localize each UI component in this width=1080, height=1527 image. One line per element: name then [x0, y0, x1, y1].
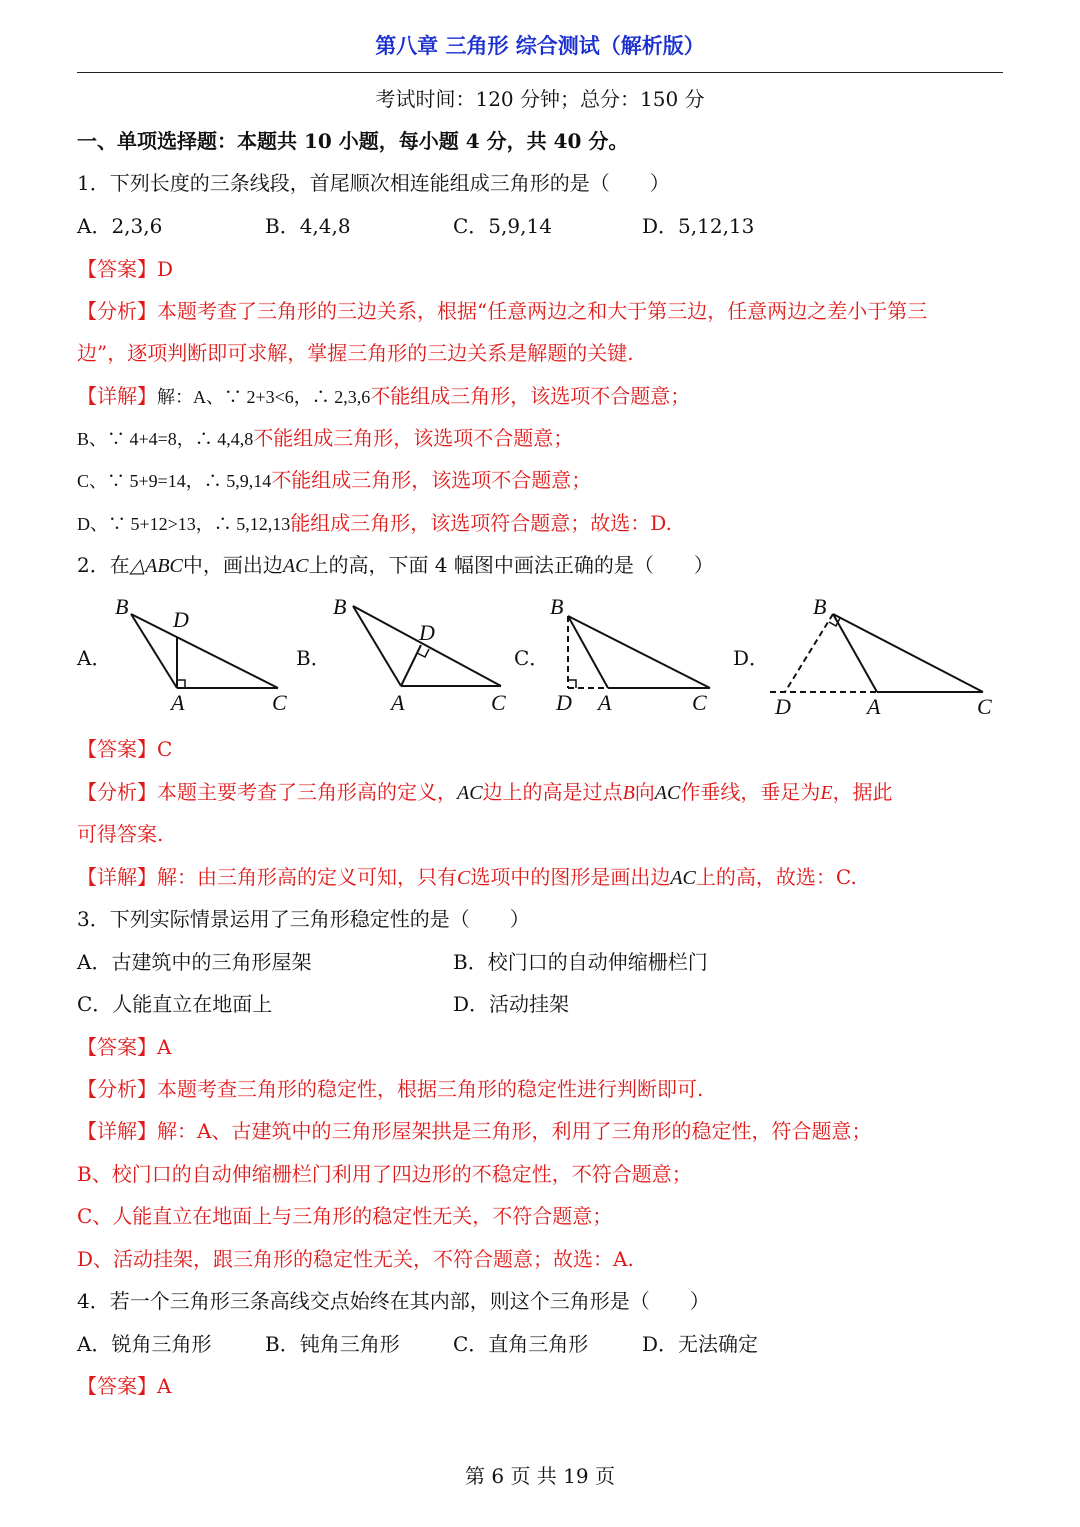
- fig-c-point-d: D: [556, 690, 572, 715]
- q2-stem-ac: AC: [282, 555, 309, 577]
- q3-option-c: C．人能直立在地面上: [77, 992, 273, 1016]
- q1-detail-a-text: 不能组成三角形，该选项不合题意；: [370, 384, 691, 408]
- fig-d-point-a: A: [867, 694, 881, 719]
- fig-b-point-a: A: [391, 690, 405, 715]
- fig-c-point-a: A: [598, 690, 612, 715]
- q1-stem: 1．下列长度的三条线段，首尾顺次相连能组成三角形的是（ ）: [77, 171, 670, 195]
- q1-detail-label: 【详解】: [77, 384, 157, 408]
- q2-figure-c: [540, 592, 740, 722]
- q1-detail-d-text: 能组成三角形，该选项符合题意；故选：D.: [290, 511, 672, 535]
- q2-figure-b: [325, 592, 525, 722]
- q1-detail-a: [77, 383, 1007, 410]
- q2-fig-c-label: C．: [514, 646, 550, 670]
- q3-analysis: 【分析】本题考查三角形的稳定性，根据三角形的稳定性进行判断即可.: [77, 1077, 704, 1101]
- q2-analysis-line1: [77, 779, 1007, 806]
- q2-figure-a: [105, 592, 305, 722]
- fig-a-point-d: D: [173, 607, 189, 632]
- q1-detail-c: [77, 467, 1007, 494]
- q2-analysis-pre: 【分析】本题主要考查了三角形高的定义，: [77, 780, 457, 804]
- q3-option-a: A．古建筑中的三角形屋架: [77, 950, 312, 974]
- fig-b-side-bc: [353, 606, 501, 686]
- q4-stem: 4．若一个三角形三条高线交点始终在其内部，则这个三角形是（ ）: [77, 1289, 710, 1313]
- fig-b-point-d: D: [419, 620, 435, 645]
- q4-option-c: C．直角三角形: [453, 1332, 589, 1356]
- q1-detail-c-text: 不能组成三角形，该选项不合题意；: [271, 468, 592, 492]
- q1-option-c: C．5,9,14: [453, 214, 552, 238]
- q2-analysis-post: ，据此: [832, 780, 893, 804]
- q2-analysis-e: E: [820, 782, 833, 804]
- page-header-title: 第八章 三角形 综合测试（解析版）: [375, 34, 705, 58]
- q2-stem-mid: 中，画出边: [182, 553, 283, 577]
- fig-c-side-bc: [568, 616, 710, 688]
- q1-option-d: D．5,12,13: [642, 214, 755, 238]
- q4-option-d: D．无法确定: [642, 1332, 759, 1356]
- q3-option-d: D．活动挂架: [453, 992, 570, 1016]
- q2-fig-a-label: A．: [77, 646, 112, 670]
- q2-analysis-line2: 可得答案.: [77, 822, 164, 846]
- q2-stem-triangle: △ABC: [129, 555, 183, 577]
- fig-c-point-c: C: [692, 690, 707, 715]
- q1-detail-a-math: 解：A、∵ 2+3<6，∴ 2,3,6: [157, 387, 371, 407]
- q3-detail-2: B、校门口的自动伸缩栅栏门利用了四边形的不稳定性，不符合题意；: [77, 1162, 692, 1186]
- q1-detail-c-math: C、∵ 5+9=14，∴ 5,9,14: [77, 471, 272, 491]
- fig-d-point-c: C: [977, 694, 992, 719]
- q2-detail-ac: AC: [670, 867, 696, 889]
- q3-stem: 3．下列实际情景运用了三角形稳定性的是（ ）: [77, 907, 530, 931]
- q1-answer: 【答案】D: [77, 257, 174, 281]
- q2-analysis-b: B: [622, 782, 635, 804]
- exam-info: 考试时间：120 分钟；总分：150 分: [375, 87, 705, 111]
- q2-stem: [77, 552, 1007, 579]
- fig-a-point-c: C: [272, 690, 287, 715]
- q1-detail-b: [77, 425, 1007, 452]
- q3-detail-1: 【详解】解：A、古建筑中的三角形屋架拱是三角形，利用了三角形的稳定性，符合题意；: [77, 1119, 872, 1143]
- fig-b-point-c: C: [491, 690, 506, 715]
- q1-option-a: A．2,3,6: [77, 214, 163, 238]
- q2-figure-d: [765, 592, 1005, 722]
- q1-analysis-line1: 【分析】本题考查了三角形的三边关系，根据“任意两边之和大于第三边，任意两边之差小于第三: [77, 299, 928, 323]
- fig-b-point-b: B: [333, 594, 347, 619]
- fig-a-point-a: A: [171, 690, 185, 715]
- q3-answer: 【答案】A: [77, 1035, 172, 1059]
- page-footer: 第 6 页 共 19 页: [465, 1464, 615, 1488]
- q4-option-a: A．锐角三角形: [77, 1332, 212, 1356]
- q2-detail-pre: 【详解】解：由三角形高的定义可知，只有: [77, 865, 457, 889]
- q2-fig-d-label: D．: [733, 646, 770, 670]
- fig-d-point-d: D: [775, 694, 791, 719]
- q1-detail-d-math: D、∵ 5+12>13，∴ 5,12,13: [77, 514, 291, 534]
- q1-analysis-line2: 边”，逐项判断即可求解，掌握三角形的三边关系是解题的关键.: [77, 341, 634, 365]
- fig-a-right-angle: [177, 680, 185, 688]
- section-title: 一、单项选择题：本题共 10 小题，每小题 4 分，共 40 分。: [77, 129, 629, 153]
- fig-c-point-b: B: [550, 594, 564, 619]
- fig-a-point-b: B: [115, 594, 129, 619]
- fig-d-height-dashed: [785, 614, 833, 692]
- q2-analysis-ac2: AC: [654, 782, 681, 804]
- q2-fig-b-label: B．: [296, 646, 331, 670]
- q3-detail-3: C、人能直立在地面上与三角形的稳定性无关，不符合题意；: [77, 1204, 613, 1228]
- q2-detail: [77, 864, 1007, 891]
- q4-option-b: B．钝角三角形: [265, 1332, 400, 1356]
- q2-analysis-ac: AC: [457, 782, 483, 804]
- header-rule: [77, 72, 1003, 73]
- q1-option-b: B．4,4,8: [265, 214, 351, 238]
- q2-analysis-mid2: 向: [634, 780, 655, 804]
- q2-detail-post: 上的高，故选：C.: [695, 865, 857, 889]
- q4-answer: 【答案】A: [77, 1374, 172, 1398]
- fig-d-point-b: B: [813, 594, 827, 619]
- q3-option-b: B．校门口的自动伸缩栅栏门: [453, 950, 708, 974]
- q1-detail-d: [77, 510, 1007, 537]
- q1-detail-b-math: B、∵ 4+4=8，∴ 4,4,8: [77, 429, 254, 449]
- q2-stem-pre: 2．在: [77, 553, 130, 577]
- q3-detail-4: D、活动挂架，跟三角形的稳定性无关，不符合题意；故选：A.: [77, 1247, 634, 1271]
- q2-answer: 【答案】C: [77, 737, 173, 761]
- q2-detail-c: C: [457, 867, 471, 889]
- fig-b-height-ad: [401, 645, 421, 686]
- q2-analysis-mid: 边上的高是过点: [482, 780, 623, 804]
- q2-detail-mid: 选项中的图形是画出边: [470, 865, 671, 889]
- q2-stem-post: 上的高，下面 4 幅图中画法正确的是（ ）: [308, 553, 714, 577]
- fig-c-right-angle: [568, 680, 576, 688]
- q2-analysis-mid3: 作垂线，垂足为: [680, 780, 821, 804]
- q1-detail-b-text: 不能组成三角形，该选项不合题意；: [253, 426, 574, 450]
